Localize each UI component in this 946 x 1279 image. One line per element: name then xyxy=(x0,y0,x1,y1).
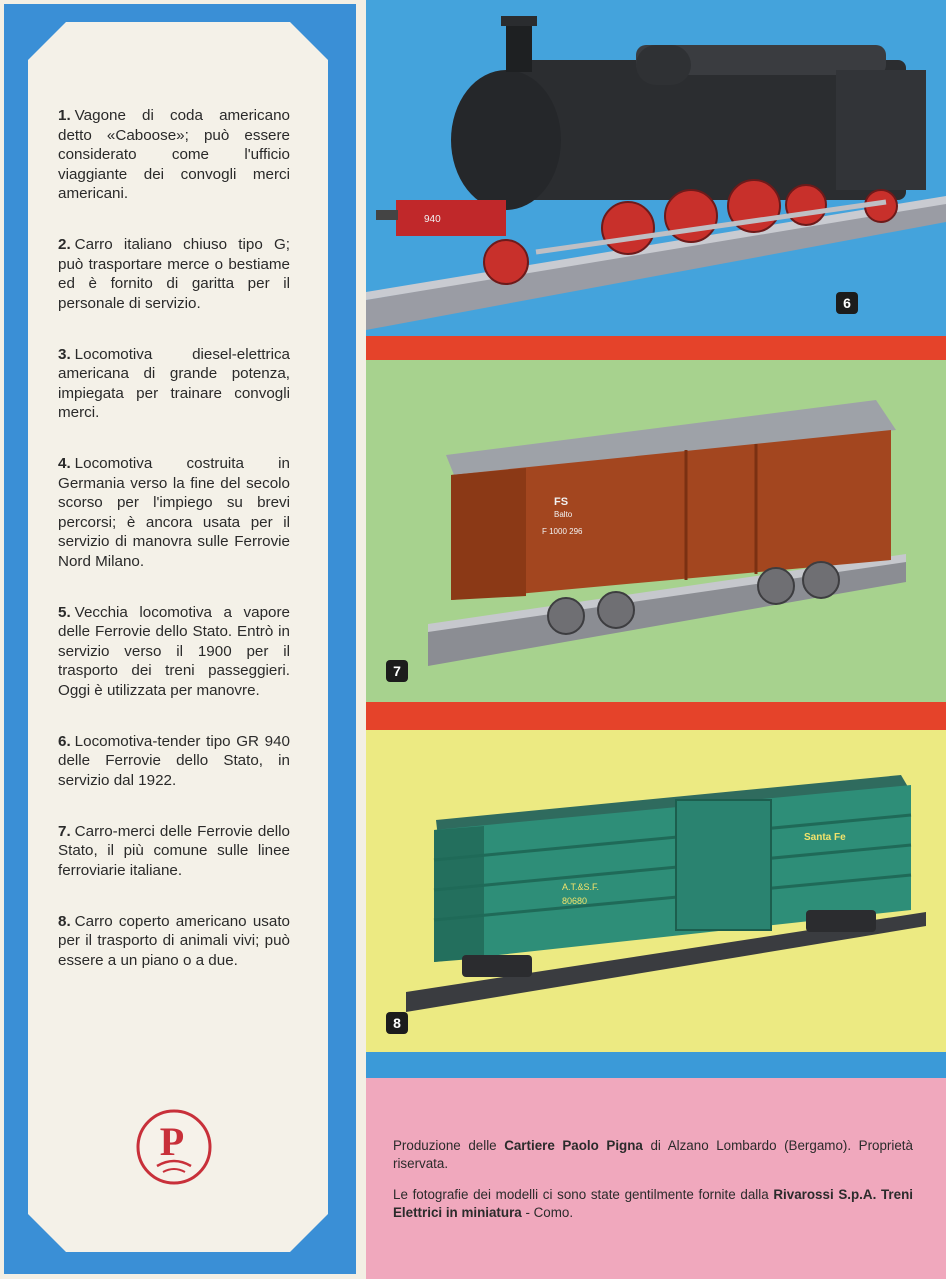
credits-photos: Le fotografie dei modelli ci sono state gentilmente fornite dalla Rivarossi S.p.A. Treni Elettrici in miniatura - Como. xyxy=(393,1187,913,1220)
description-item-3: 3. Locomotiva diesel-elettrica americana di grande potenza, impiegata per trainare convogli merci. xyxy=(58,345,290,421)
description-item-7: 7. Carro-merci delle Ferrovie dello Stato, il più comune sulle linee ferroviarie italiane. xyxy=(58,822,290,879)
description-list xyxy=(58,106,290,1002)
stockcar-photo xyxy=(366,730,946,1052)
pigna-logo xyxy=(135,1108,213,1186)
svg-text:Balto: Balto xyxy=(554,510,573,519)
photo-badge-7: 7 xyxy=(386,660,408,682)
svg-text:Santa Fe: Santa Fe xyxy=(804,832,846,843)
svg-text:P: P xyxy=(159,1119,185,1164)
photo-badge-6: 6 xyxy=(836,292,858,314)
svg-text:A.T.&S.F.: A.T.&S.F. xyxy=(562,882,600,892)
separator-stripe xyxy=(366,1052,946,1078)
photo-panel-6 xyxy=(366,0,946,336)
description-item-1: 1. Vagone di coda americano detto «Caboose»; può essere considerato come l'ufficio viaggiante dei convogli merci americani. xyxy=(58,107,290,202)
svg-text:940: 940 xyxy=(424,214,441,225)
description-item-8: 8. Carro coperto americano usato per il trasporto di animali vivi; può essere a un piano o a due. xyxy=(58,912,290,969)
photo-panel-7 xyxy=(366,360,946,702)
locomotive-photo xyxy=(366,0,946,336)
description-item-6: 6. Locomotiva-tender tipo GR 940 delle Ferrovie dello Stato, in servizio dal 1922. xyxy=(58,732,290,789)
credits-production: Produzione delle Cartiere Paolo Pigna di Alzano Lombardo (Bergamo). Proprietà riservata. xyxy=(393,1138,913,1171)
boxcar-photo xyxy=(366,360,946,702)
description-item-2: 2. Carro italiano chiuso tipo G; può trasportare merce o bestiame ed è fornito di garitta per il personale di servizio. xyxy=(58,236,290,312)
credits-text xyxy=(393,1137,913,1235)
photo-badge-8: 8 xyxy=(386,1012,408,1034)
separator-stripe xyxy=(366,702,946,730)
description-item-4: 4. Locomotiva costruita in Germania verso la fine del secolo scorso per l'impiego su brevi percorsi; è ancora usata per il servizio di manovra sulle Ferrovie Nord Milano. xyxy=(58,455,290,570)
photos-column xyxy=(366,0,946,1279)
svg-text:F 1000 296: F 1000 296 xyxy=(542,527,583,536)
svg-text:FS: FS xyxy=(554,496,569,508)
svg-text:80680: 80680 xyxy=(562,896,588,906)
description-item-5: 5. Vecchia locomotiva a vapore delle Ferrovie dello Stato. Entrò in servizio verso il 1900 per il trasporto dei treni passeggieri. Oggi è utilizzata per manovre. xyxy=(58,603,290,699)
descriptions-column xyxy=(0,0,366,1279)
photo-panel-8 xyxy=(366,730,946,1052)
separator-stripe xyxy=(366,336,946,360)
